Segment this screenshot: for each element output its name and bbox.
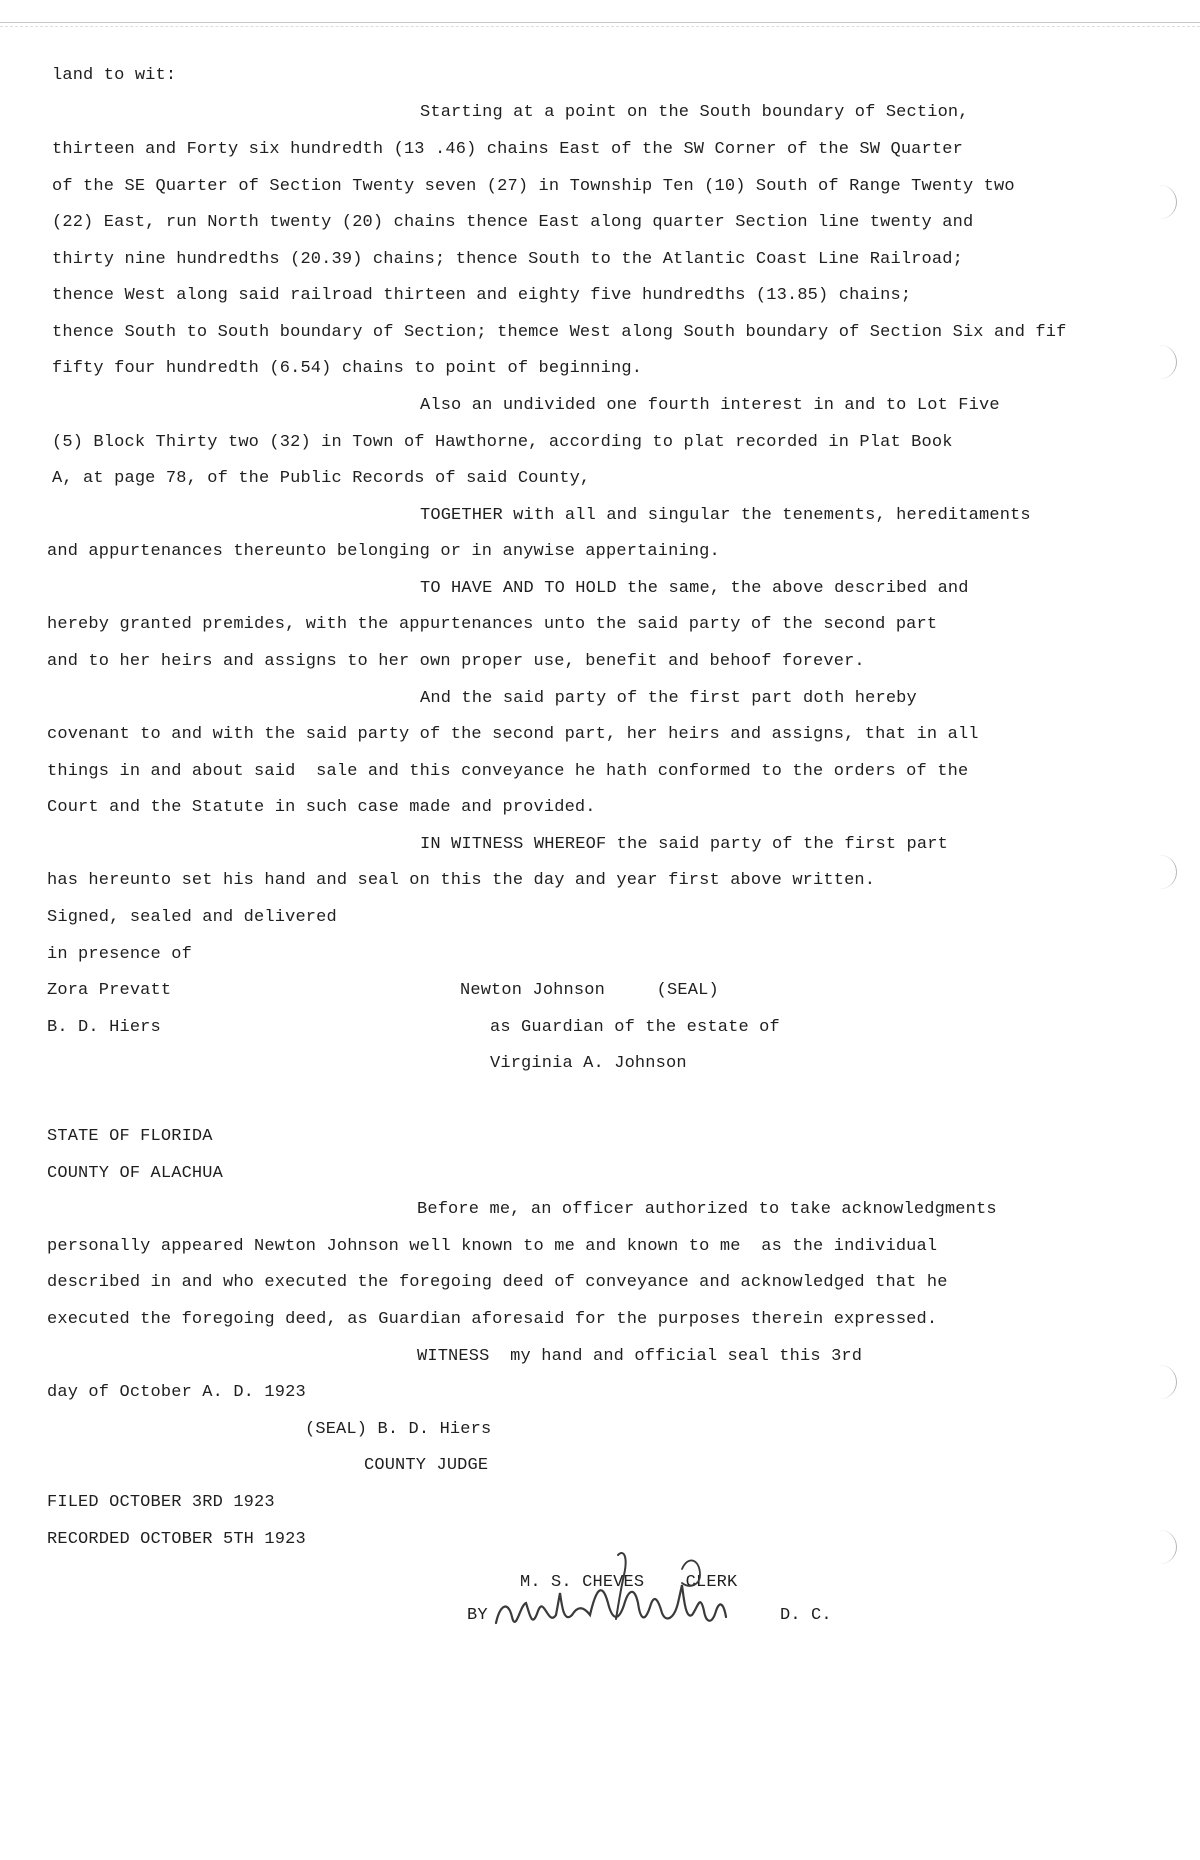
text-line: Court and the Statute in such case made and provided.	[47, 798, 596, 817]
binder-hole-mark	[1150, 1365, 1177, 1399]
text-line: Signed, sealed and delivered	[47, 908, 337, 927]
text-line: A, at page 78, of the Public Records of said County,	[52, 469, 591, 488]
text-line: things in and about said sale and this conveyance he hath conformed to the orders of the	[47, 762, 969, 781]
handwritten-signature	[468, 1545, 788, 1640]
text-line: fifty four hundredth (6.54) chains to point of beginning.	[52, 359, 643, 378]
text-line: hereby granted premides, with the appurtenances unto the said party of the second part	[47, 615, 938, 634]
page-top-rule	[0, 22, 1200, 23]
text-line: as Guardian of the estate of	[490, 1018, 780, 1037]
text-line: has hereunto set his hand and seal on this the day and year first above written.	[47, 871, 876, 890]
by-label: BY	[467, 1606, 488, 1625]
text-line: And the said party of the first part doth hereby	[420, 689, 917, 708]
text-line: (5) Block Thirty two (32) in Town of Hawthorne, according to plat recorded in Plat Book	[52, 433, 953, 452]
text-line: covenant to and with the said party of the second part, her heirs and assigns, that in all	[47, 725, 979, 744]
filed-date: FILED OCTOBER 3RD 1923	[47, 1493, 275, 1512]
witness-name: Zora Prevatt	[47, 981, 172, 1000]
binder-hole-mark	[1150, 855, 1177, 889]
text-line: and to her heirs and assigns to her own proper use, benefit and behoof forever.	[47, 652, 865, 671]
state-heading: STATE OF FLORIDA	[47, 1127, 213, 1146]
text-line: personally appeared Newton Johnson well known to me and known to me as the individual	[47, 1237, 938, 1256]
text-line: land to wit:	[52, 66, 177, 85]
binder-hole-mark	[1150, 185, 1177, 219]
text-line: WITNESS my hand and official seal this 3rd	[417, 1347, 863, 1366]
page-top-rule-faint	[0, 26, 1200, 27]
text-line: TOGETHER with all and singular the tenements, hereditaments	[420, 506, 1031, 525]
text-line: and appurtenances thereunto belonging or in anywise appertaining.	[47, 542, 720, 561]
text-line: IN WITNESS WHEREOF the said party of the first part	[420, 835, 948, 854]
text-line: thirteen and Forty six hundredth (13 .46) chains East of the SW Corner of the SW Quarter	[52, 140, 963, 159]
text-line: Virginia A. Johnson	[490, 1054, 687, 1073]
text-line: TO HAVE AND TO HOLD the same, the above described and	[420, 579, 969, 598]
text-line: executed the foregoing deed, as Guardian aforesaid for the purposes therein expressed.	[47, 1310, 938, 1329]
deputy-clerk-label: D. C.	[780, 1606, 832, 1625]
text-line: thirty nine hundredths (20.39) chains; thence South to the Atlantic Coast Line Railroad;	[52, 250, 963, 269]
clerk-line: M. S. CHEVES CLERK	[520, 1573, 738, 1592]
binder-hole-mark	[1150, 345, 1177, 379]
text-line: of the SE Quarter of Section Twenty seven (27) in Township Ten (10) South of Range Twenty two	[52, 177, 1015, 196]
recorded-date: RECORDED OCTOBER 5TH 1923	[47, 1530, 306, 1549]
judge-title: COUNTY JUDGE	[364, 1456, 489, 1475]
text-line: in presence of	[47, 945, 192, 964]
binder-hole-mark	[1150, 1530, 1177, 1564]
text-line: described in and who executed the foregoing deed of conveyance and acknowledged that he	[47, 1273, 948, 1292]
text-line: thence West along said railroad thirteen and eighty five hundredths (13.85) chains;	[52, 286, 912, 305]
grantor-signature-line: Newton Johnson (SEAL)	[460, 981, 719, 1000]
text-line: Also an undivided one fourth interest in and to Lot Five	[420, 396, 1000, 415]
judge-signature-line: (SEAL) B. D. Hiers	[305, 1420, 492, 1439]
text-line: thence South to South boundary of Section; themce West along South boundary of Section Six and fif	[52, 323, 1067, 342]
county-heading: COUNTY OF ALACHUA	[47, 1164, 223, 1183]
text-line: Starting at a point on the South boundary of Section,	[420, 103, 969, 122]
text-line: Before me, an officer authorized to take acknowledgments	[417, 1200, 997, 1219]
text-line: (22) East, run North twenty (20) chains thence East along quarter Section line twenty and	[52, 213, 974, 232]
witness-name: B. D. Hiers	[47, 1018, 161, 1037]
text-line: day of October A. D. 1923	[47, 1383, 306, 1402]
